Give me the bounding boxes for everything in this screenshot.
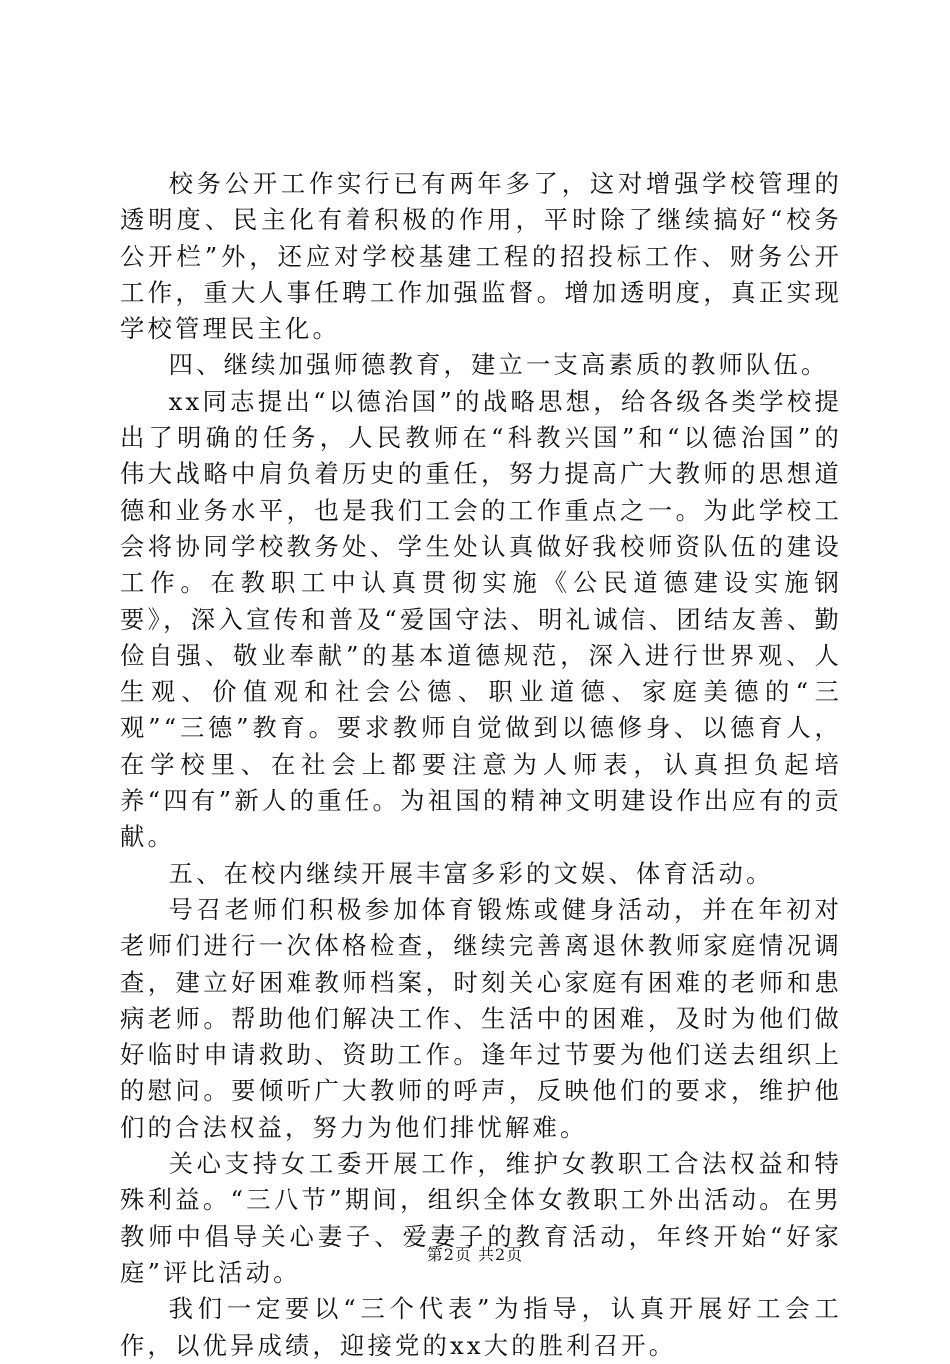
document-body	[120, 166, 842, 1364]
heading-section-five: 五、在校内继续开展丰富多彩的文娱、体育活动。	[168, 858, 774, 888]
paragraph-teacher-ethics: xx同志提出“以德治国”的战略思想，给各级各类学校提出了明确的任务，人民教师在“科教兴国”和“以德治国”的伟大战略中肩负着历史的重任，努力提高广大教师的思想道德和业务水平，也是我们工会的工作重点之一。为此学校工会将协同学校教务处、学生处认真做好我校师资队伍的建设工作。在教职工中认真贯彻实施《公民道德建设实施钢要》，深入宣传和普及“爱国守法、明礼诚信、团结友善、勤俭自强、敬业奉献”的基本道德规范，深入进行世界观、人生观、价值观和社会公德、职业道德、家庭美德的“三观”“三德”教育。要求教师自觉做到以德修身、以德育人，在学校里、在社会上都要注意为人师表，认真担负起培养“四有”新人的重任。为祖国的精神文明建设作出应有的贡献。	[120, 386, 842, 852]
paragraph-conclusion: 我们一定要以“三个代表”为指导，认真开展好工会工作，以优异成绩，迎接党的xx大的胜利召开。	[120, 1294, 842, 1360]
paragraph-female-staff: 关心支持女工委开展工作，维护女教职工合法权益和特殊利益。“三八节”期间，组织全体女教职工外出活动。在男教师中倡导关心妻子、爱妻子的教育活动，年终开始“好家庭”评比活动。	[120, 1149, 842, 1287]
paragraph-activities: 号召老师们积极参加体育锻炼或健身活动，并在年初对老师们进行一次体格检查，继续完善离退休教师家庭情况调查，建立好困难教师档案，时刻关心家庭有困难的老师和患病老师。帮助他们解决工作、生活中的困难，及时为他们做好临时申请救助、资助工作。逢年过节要为他们送去组织上的慰问。要倾听广大教师的呼声，反映他们的要求，维护他们的合法权益，努力为他们排忧解难。	[120, 894, 842, 1142]
page-footer: 第2页 共2页	[426, 1245, 524, 1264]
heading-section-four: 四、继续加强师德教育，建立一支高素质的教师队伍。	[168, 350, 829, 380]
paragraph-school-affairs: 校务公开工作实行已有两年多了，这对增强学校管理的透明度、民主化有着积极的作用，平时除了继续搞好“校务公开栏”外，还应对学校基建工程的招投标工作、财务公开工作，重大人事任聘工作加强监督。增加透明度，真正实现学校管理民主化。	[120, 169, 842, 344]
